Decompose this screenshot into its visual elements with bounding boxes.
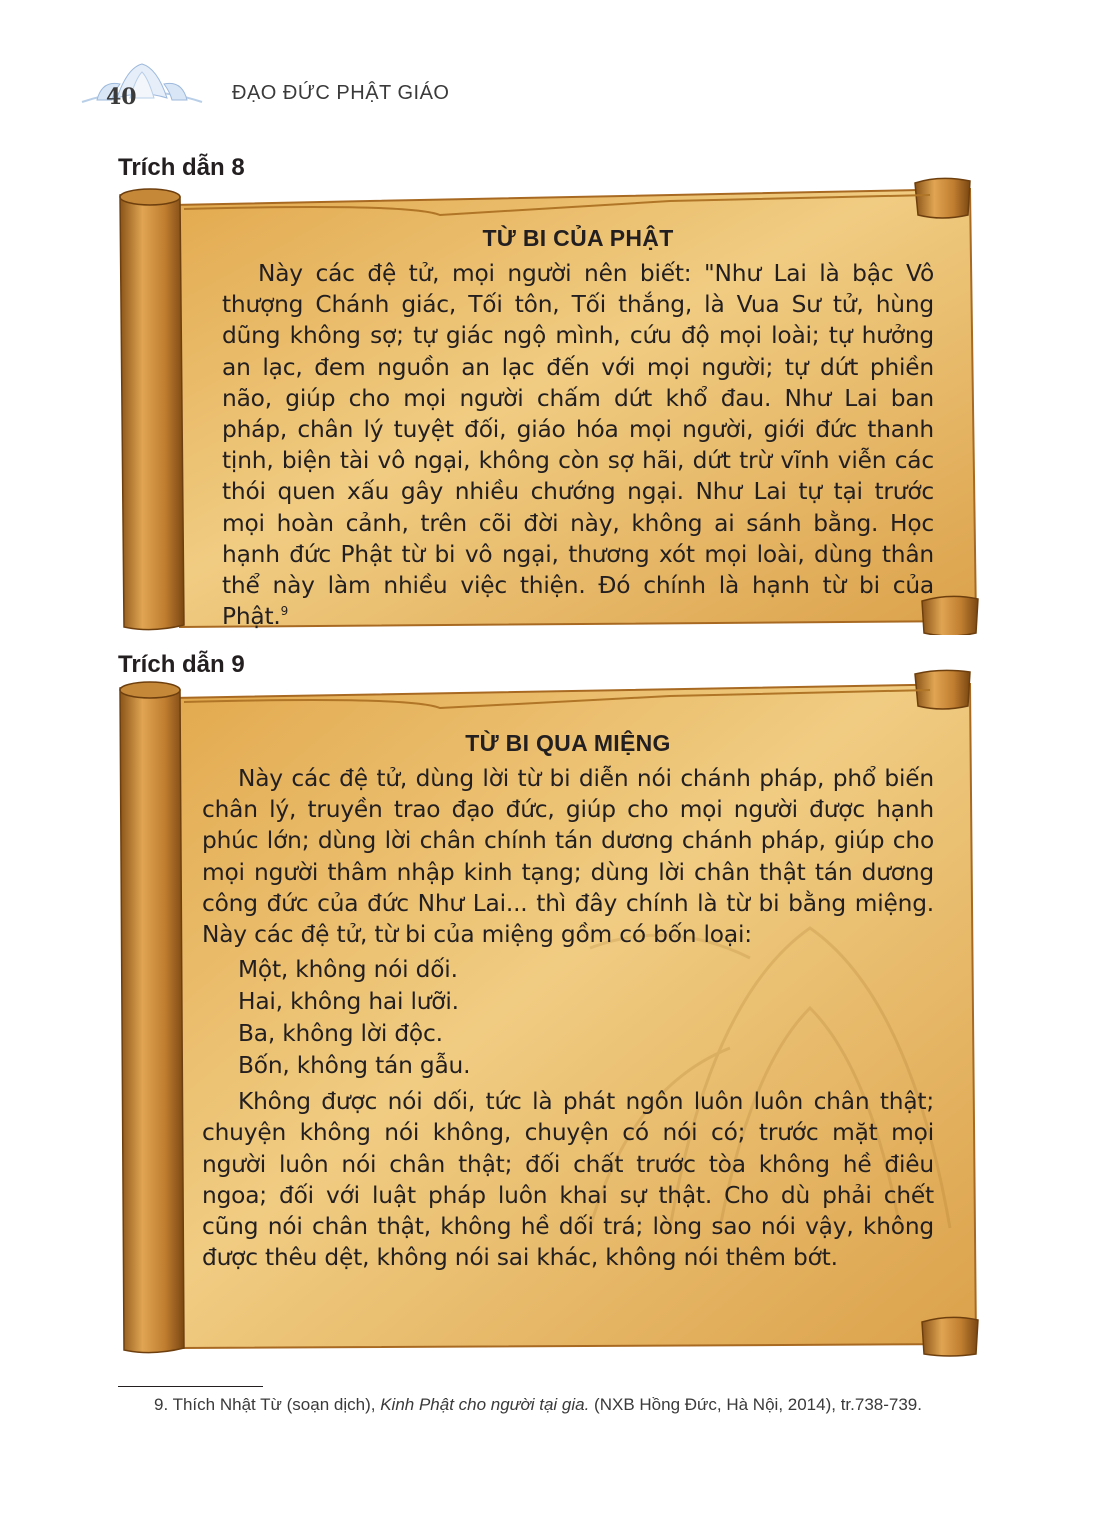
quote-closing: Không được nói dối, tức là phát ngôn luôn luôn chân thật; chuyện không nói không, chuyện có nói có; trước mặt mọi người luôn nói chân thật; đối chất trước tòa không hề điêu ngoa; đối với luật pháp luôn khai sự thật. Cho dù phải chết cũng nói chân thật, không hề dối trá; lòng sao nói vậy, không được thêu dệt, không nói sai khác, không nói thêm bớt. <box>202 1088 934 1272</box>
parchment-scroll <box>110 175 990 635</box>
quote-title: TỪ BI CỦA PHẬT <box>482 225 674 251</box>
quote-intro: Này các đệ tử, dùng lời từ bi diễn nói chánh pháp, phổ biến chân lý, truyền trao đạo đức, giúp cho mọi người được hạnh phúc lớn; dùng lời chân chính tán dương chánh pháp, giúp cho mọi người thâm nhập kinh tạng; dùng lời chân thật tán dương công đức của đức Như Lai... thì đây chính là từ bi bằng miệng. Này các đệ tử, từ bi của miệng gồm có bốn loại: <box>202 765 934 949</box>
numbered-list <box>238 954 934 1082</box>
footnote-ref[interactable]: 9 <box>280 604 289 619</box>
quote-label: Trích dẫn 9 <box>118 651 245 678</box>
page-number: 40 <box>106 84 137 110</box>
running-title: ĐẠO ĐỨC PHẬT GIÁO <box>232 82 450 104</box>
footnote-book-title: Kinh Phật cho người tại gia. <box>380 1395 590 1414</box>
footnote <box>118 1393 993 1417</box>
lotus-icon <box>72 62 212 112</box>
list-item: Ba, không lời độc. <box>238 1020 443 1048</box>
footnote-divider <box>118 1386 263 1387</box>
footnote-suffix: (NXB Hồng Đức, Hà Nội, 2014), tr.738-739. <box>589 1395 922 1414</box>
quote-title: TỪ BI QUA MIỆNG <box>465 730 671 756</box>
quote-text: Này các đệ tử, mọi người nên biết: "Như Lai là bậc Vô thượng Chánh giác, Tối tôn, Tối thắng, là Vua Sư tử, hùng dũng không sợ; tự giác ngộ mình, cứu độ mọi loài; tự hưởng an lạc, đem nguồn an lạc đến với mọi người; tự dứt phiền não, giúp cho mọi người chấm dứt khổ đau. Như Lai ban pháp, chân lý tuyệt đối, giáo hóa mọi người, giới đức thanh tịnh, biện tài vô ngại, không còn sợ hãi, dứt trừ vĩnh viễn các thói quen xấu gây nhiều chướng ngại. Như Lai tự tại trước mọi hoàn cảnh, trên cõi đời này, không ai sánh bằng. Học hạnh đức Phật từ bi vô ngại, thương xót mọi loài, dùng thân thể này làm nhiều việc thiện. Đó chính là hạnh từ bi của Phật. <box>222 260 934 631</box>
parchment-scroll <box>110 668 990 1358</box>
list-item: Một, không nói dối. <box>238 956 458 984</box>
scroll-content <box>222 225 934 632</box>
quote-label: Trích dẫn 8 <box>118 154 245 181</box>
list-item: Hai, không hai lưỡi. <box>238 988 459 1016</box>
page-header <box>72 62 472 112</box>
scroll-content <box>202 730 934 1273</box>
footnote-prefix: 9. Thích Nhật Từ (soạn dịch), <box>154 1395 381 1414</box>
list-item: Bốn, không tán gẫu. <box>238 1052 471 1080</box>
quote-paragraph <box>222 258 934 632</box>
